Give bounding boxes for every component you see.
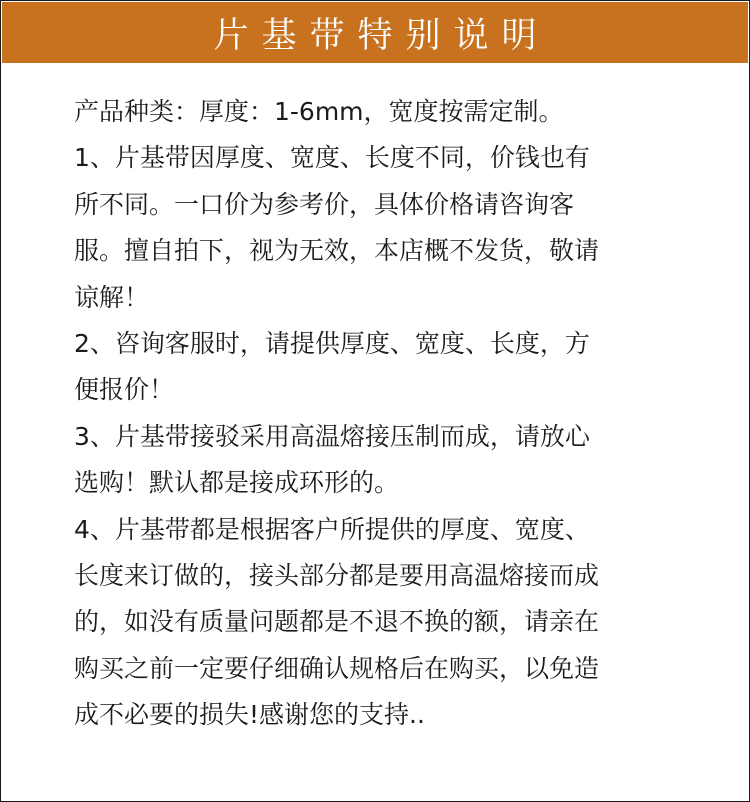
notice-line: 的，如没有质量问题都是不退不换的额，请亲在 — [74, 607, 600, 637]
notice-line: 3、片基带接驳采用高温熔接压制而成，请放心 — [74, 421, 590, 451]
notice-line: 长度来订做的，接头部分都是要用高温熔接而成 — [74, 560, 600, 590]
notice-line: 谅解！ — [74, 282, 150, 312]
page-title: 片基带特别说明 — [213, 15, 550, 56]
notice-line: 4、片基带都是根据客户所提供的厚度、宽度、 — [74, 514, 590, 544]
notice-line: 选购！默认都是接成环形的。 — [74, 468, 400, 498]
notice-line: 购买之前一定要仔细确认规格后在购买，以免造 — [74, 653, 600, 683]
header-banner — [2, 2, 748, 63]
product-spec-line: 产品种类：厚度：1-6mm，宽度按需定制。 — [74, 97, 564, 126]
notice-line: 便报价！ — [74, 375, 175, 405]
notice-line: 2、咨询客服时，请提供厚度、宽度、长度，方 — [74, 328, 590, 358]
notice-line: 服。擅自拍下，视为无效，本店概不发货，敬请 — [74, 236, 600, 266]
notice-body — [74, 89, 704, 738]
notice-line: 成不必要的损失!感谢您的支持.. — [74, 700, 425, 730]
notice-line: 所不同。一口价为参考价，具体价格请咨询客 — [74, 189, 575, 219]
notice-line: 1、片基带因厚度、宽度、长度不同，价钱也有 — [74, 143, 590, 173]
